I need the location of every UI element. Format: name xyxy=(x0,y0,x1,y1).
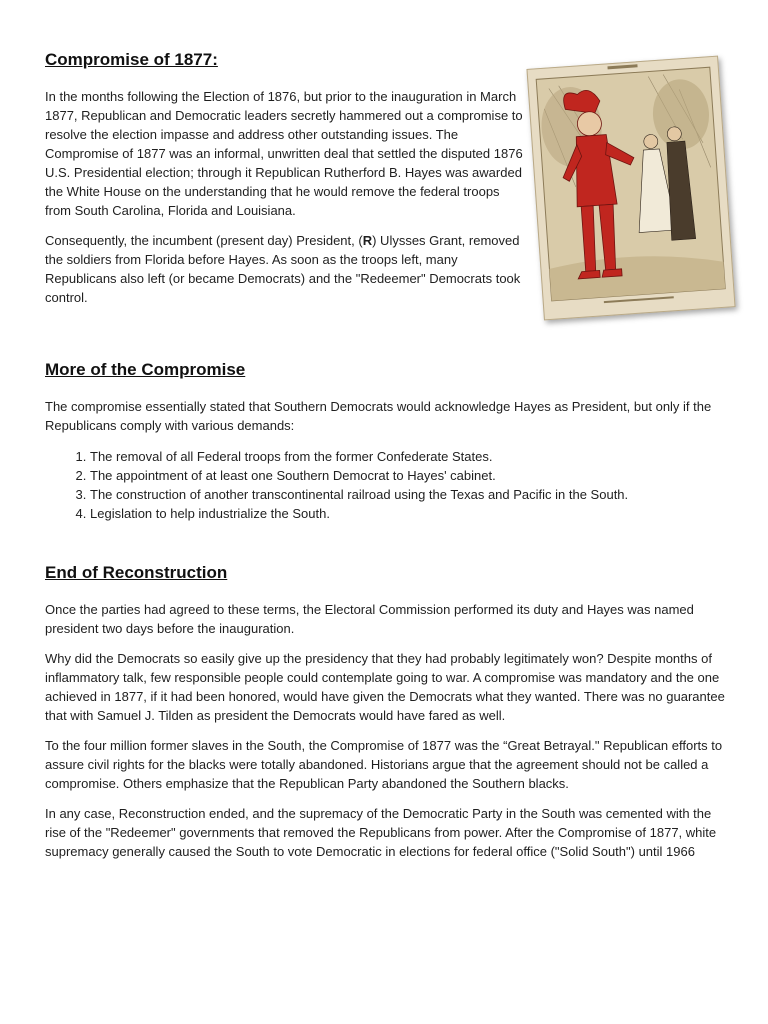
section-heading: Compromise of 1877: xyxy=(45,50,218,69)
section-more-of-compromise xyxy=(45,360,735,523)
paragraph: The compromise essentially stated that Southern Democrats would acknowledge Hayes as President, but only if the Republicans comply with various demands: xyxy=(45,399,712,433)
section-heading: End of Reconstruction xyxy=(45,563,228,582)
section-end-of-reconstruction xyxy=(45,563,735,861)
paragraph: Why did the Democrats so easily give up the presidency that they had probably legitimately won? Despite months of inflammatory talk, few responsible people could contemplate going to war. A compromise was mandatory and the one achieved in 1877, if it had been honored, would have given the Democrats what they wanted. There was no guarantee that with Samuel J. Tilden as president the Democrats would have fared as well. xyxy=(45,651,725,723)
party-label-bold: R xyxy=(362,233,373,248)
paragraph: To the four million former slaves in the South, the Compromise of 1877 was the “Great Betrayal." Republican efforts to assure civil rights for the blacks were totally abandoned. Historians argue that the agreement should not be called a compromise. Others emphasize that the Republican Party abandoned the Southern blacks. xyxy=(45,738,723,791)
paragraph: In the months following the Election of 1876, but prior to the inauguration in March 1877, Republican and Democratic leaders secretly hammered out a compromise to resolve the election impasse and address other outstanding issues. The Compromise of 1877 was an informal, unwritten deal that settled the disputed 1876 U.S. Presidential election; through it Republican Rutherford B. Hayes was awarded the White House on the understanding that he would remove the federal troops from South Carolina, Florida and Louisiana. xyxy=(45,89,523,218)
list-item: 3. The construction of another transcontinental railroad using the Texas and Pacific in the South. xyxy=(90,485,735,504)
paragraph xyxy=(45,231,527,307)
section-heading: More of the Compromise xyxy=(45,360,246,379)
political-cartoon-image xyxy=(526,56,735,321)
paragraph-text: ) Ulysses Grant, removed the soldiers from Florida before Hayes. As soon as the troops left, many Republicans also left (or became Democrats) and the "Redeemer" Democrats took control. xyxy=(45,233,521,305)
section-compromise-1877 xyxy=(45,50,527,307)
paragraph: Once the parties had agreed to these terms, the Electoral Commission performed its duty and Hayes was named president two days before the inauguration. xyxy=(45,602,694,636)
list-item: 2. The appointment of at least one Southern Democrat to Hayes' cabinet. xyxy=(90,466,735,485)
political-cartoon-illustration-icon xyxy=(528,57,735,320)
demands-list xyxy=(45,447,735,523)
paragraph-text: Consequently, the incumbent (present day) President, ( xyxy=(45,233,363,248)
paragraph: In any case, Reconstruction ended, and the supremacy of the Democratic Party in the South was cemented with the rise of the "Redeemer" governments that removed the Republicans from power. After the Compromise of 1877, white supremacy generally caused the South to vote Democratic in elections for federal office ("Solid South") until 1966 xyxy=(45,806,717,859)
list-item: 1. The removal of all Federal troops from the former Confederate States. xyxy=(90,447,735,466)
list-item: 4. Legislation to help industrialize the South. xyxy=(90,504,735,523)
